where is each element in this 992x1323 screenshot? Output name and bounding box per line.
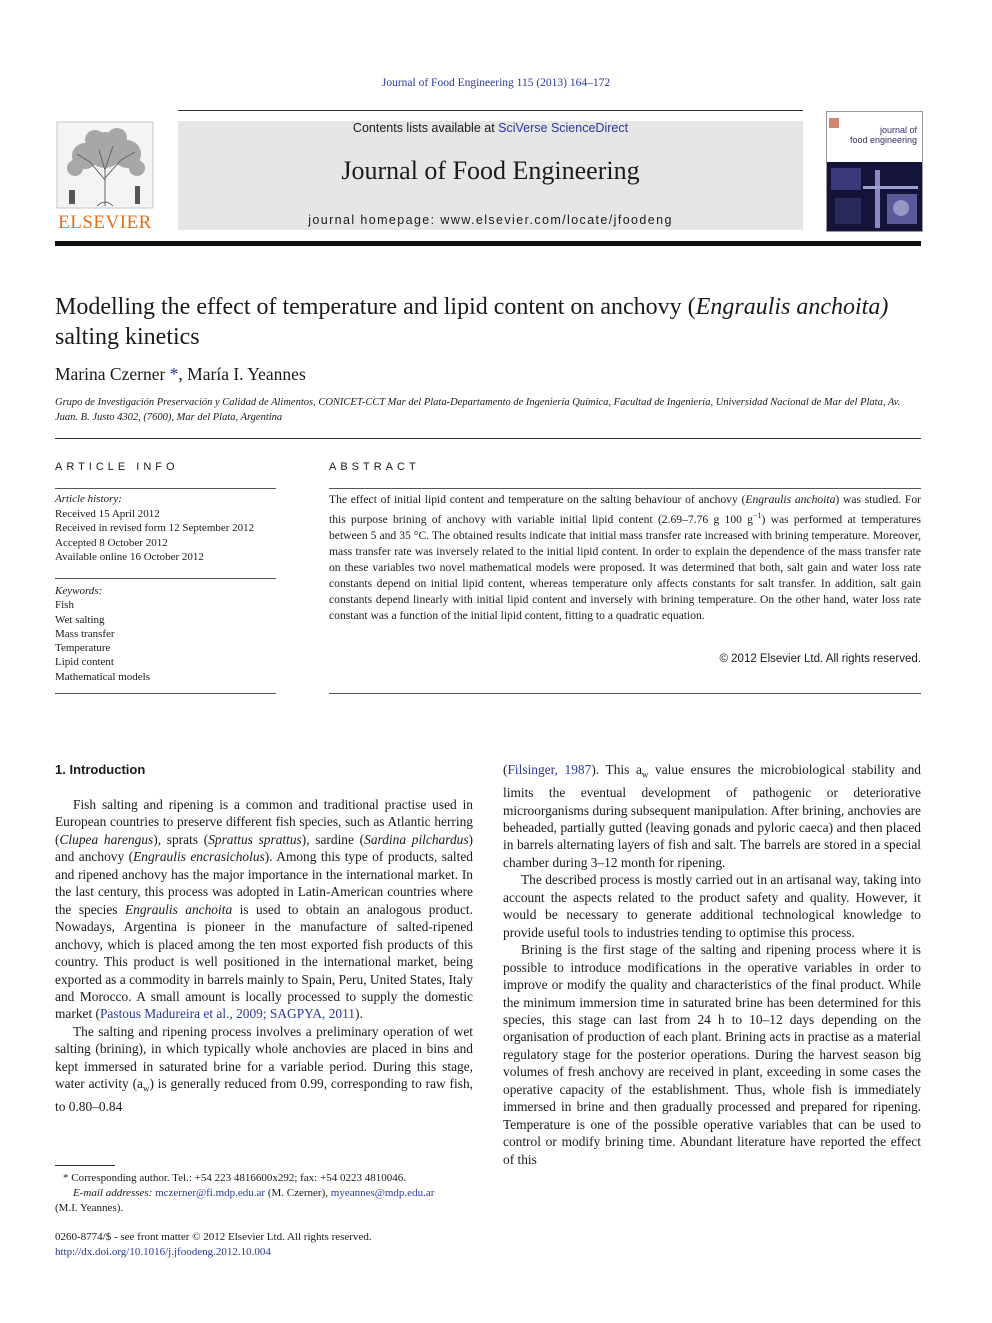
email-link[interactable]: mczerner@fi.mdp.edu.ar	[155, 1187, 266, 1199]
history-revised: Received in revised form 12 September 2012	[55, 522, 255, 534]
history-accepted: Accepted 8 October 2012	[55, 536, 168, 549]
journal-title: Journal of Food Engineering	[341, 156, 640, 185]
keywords-list	[55, 584, 285, 684]
elsevier-wordmark: ELSEVIER	[58, 212, 152, 233]
corresponding-author-note: * Corresponding author. Tel.: +54 223 4816600x292; fax: +54 0223 4810046.	[63, 1172, 406, 1184]
citation-link[interactable]: Filsinger, 1987	[507, 762, 592, 777]
section-heading-introduction: 1. Introduction	[55, 762, 146, 777]
paper-title	[55, 292, 921, 352]
article-info-rule	[55, 488, 276, 489]
doi-link[interactable]: http://dx.doi.org/10.1016/j.jfoodeng.2012.10.004	[55, 1246, 271, 1258]
journal-citation[interactable]: Journal of Food Engineering 115 (2013) 164–172	[381, 77, 611, 89]
citation-link[interactable]: Pastous Madureira et al., 2009; SAGPYA, 2011	[99, 1006, 356, 1022]
email-addresses: E-mail addresses: mczerner@fi.mdp.edu.ar (M. Czerner), myeannes@mdp.edu.ar	[73, 1187, 435, 1199]
history-label: Article history:	[55, 493, 122, 505]
abstract-bottom-rule	[329, 693, 921, 694]
journal-homepage[interactable]: journal homepage: www.elsevier.com/locate/jfoodeng	[308, 213, 673, 227]
author-czerner: Marina Czerner	[55, 364, 166, 384]
keyword-item: Fish	[55, 599, 74, 612]
cover-title-line1: journal of	[879, 125, 917, 135]
keyword-item: Wet salting	[55, 613, 105, 626]
keyword-item: Lipid content	[55, 656, 114, 669]
body-column-left	[55, 796, 473, 1116]
paragraph: The described process is mostly carried out in an artisanal way, taking into account the aspects related to the product safety and quality. However, it would be necessary to generate additional technological knowledge to provide useful tools to industries tending to optimise this process.	[503, 872, 921, 940]
paragraph: Brining is the first stage of the salting and ripening process where it is possible to introduce modifications in the operative variables in order to improve or modify the quality and characteristics of the final product. While the minimum immersion time in saturated brine has been determined for this species, this stage can last from 24 h to 10–12 days depending on the organisation of production of each plant. Brining acts in practise as a material regulatory stage for the posterior operations. During the harvest season big volumes of fresh anchovy are received in plant, exceeding in some cases the operative capacity of the establishment. Thus, whole fish is immediately immersed in brine and then gradually processed and prepared for ripening. Temperature is one of the possible operative variables that can be used to control or modify brining time. Abundant literature have reported the effect of this	[503, 942, 921, 1167]
title-species: Engraulis anchoita)	[695, 294, 889, 320]
author-list	[55, 364, 306, 385]
article-info-bottom-rule	[55, 693, 276, 694]
keywords-label: Keywords:	[55, 585, 103, 597]
email-link[interactable]: myeannes@mdp.edu.ar	[330, 1187, 435, 1199]
contents-line	[178, 121, 803, 135]
header-rule	[178, 110, 803, 111]
article-info-heading: ARTICLE INFO	[55, 461, 179, 473]
cover-title-line2: food engineering	[849, 135, 917, 145]
keyword-item: Temperature	[55, 642, 111, 655]
abstract-heading: ABSTRACT	[329, 461, 420, 473]
title-part-b: salting kinetics	[55, 324, 200, 350]
title-part-a: Modelling the effect of temperature and lipid content on anchovy (	[55, 294, 696, 320]
paragraph: Fish salting and ripening is a common and traditional practise used in European countries to preserve different fish species, such as Atlantic herring (Clupea harengus), sprats (Sprattus sprattus), sardine (Sardina pilchardus) and anchovy (Engraulis encrasicholus). Among this type of products, salted and ripened anchovy has the major importance in the international market. In the last century, this process was adopted in Latin-American countries where the species Engraulis anchoita is used to obtain an analogous product. Nowadays, Argentina is pioneer in the manufacture of salted-ripened anchovy, which is placed among the ten most exported fish products of this country. This product is well positioned in the international market, being exported as a commodity in barrels mainly to Spain, Peru, United States, Italy and Morocco. A small amount is locally processed to supply the domestic market (Pastous Madureira et al., 2009; SAGPYA, 2011).	[55, 797, 474, 1022]
author-yeannes: María I. Yeannes	[187, 364, 306, 384]
keyword-item: Mathematical models	[55, 670, 150, 683]
footnote	[55, 1171, 473, 1216]
history-online: Available online 16 October 2012	[55, 551, 204, 563]
affiliation-rule	[55, 438, 921, 439]
sciencedirect-link[interactable]: SciVerse ScienceDirect	[498, 121, 629, 135]
copyright-notice: © 2012 Elsevier Ltd. All rights reserved.	[719, 653, 921, 665]
front-matter-info	[55, 1230, 473, 1260]
paragraph: The salting and ripening process involves a preliminary operation of wet salting (brining), in which typically whole anchovies are placed in bins and kept immersed in saturated brine for a variable period. During this stage, water activity $(a_w)$ is generally reduced from 0.99, corresponding to raw fish, to 0.80–0.84	[55, 1023, 473, 1115]
keyword-item: Mass transfer	[55, 627, 115, 640]
email-owner: (M.I. Yeannes).	[55, 1202, 124, 1214]
affiliation: Grupo de Investigación Preservación y Calidad de Alimentos, CONICET-CCT Mar del Plata-Departamento de Ingeniería Química, Facultad de Ingeniería, Universidad Nacional de Mar del Plata, Av. Juan. B. Justo 4302, (7600), Mar del Plata, Argentina	[55, 397, 901, 423]
footnote-rule	[55, 1165, 115, 1166]
history-received: Received 15 April 2012	[55, 507, 160, 520]
issn-line: 0260-8774/$ - see front matter © 2012 Elsevier Ltd. All rights reserved.	[55, 1231, 372, 1243]
abstract-text: The effect of initial lipid content and temperature on the salting behaviour of anchovy (Engraulis anchoita) was studied. For this purpose brining of anchovy with variable initial lipid content (2.69–7.76 g 100 $g^{-1}$) was performed at temperatures between 5 and 35 °C. The obtained results indicate that initial mass transfer rate increased with brining temperature. Moreover, mass transfer rate was inversely related to the initial lipid content. In order to explain the dependence of the mass transfer rate on these variables two novel mathematical models were proposed. It was determined that both, salt gain and water loss rate constants depend on initial lipid content, whereas temperature only affects constants for salt transfer. In addition, salt gain constants depend linearly with initial lipid content and inversely with brining temperature. On the other hand, water loss rate constant was a function of the initial lipid content, fitting to a quadratic equation.	[329, 493, 921, 622]
cover-title	[843, 125, 921, 145]
author-separator: ,	[178, 364, 188, 384]
corresponding-author-asterisk[interactable]: *	[169, 364, 179, 384]
abstract-rule	[329, 488, 921, 489]
paragraph: (Filsinger, 1987). This $a_w$ value ensures the microbiological stability and limits the eventual development of pathogenic or deteriorative microorganisms during subsequent manipulation. After brining, anchovies are beheaded, partially gutted (leaving gonads and pyloric caeca) and then placed in barrels alternating layers of fish and salt. The barrels are stored in a special chamber during 3–12 month for ripening.	[503, 762, 921, 870]
article-history	[55, 492, 285, 565]
contents-prefix: Contents lists available at	[352, 121, 499, 135]
header-thick-rule	[55, 241, 921, 246]
body-column-right	[503, 761, 921, 1168]
keywords-rule	[55, 578, 276, 579]
